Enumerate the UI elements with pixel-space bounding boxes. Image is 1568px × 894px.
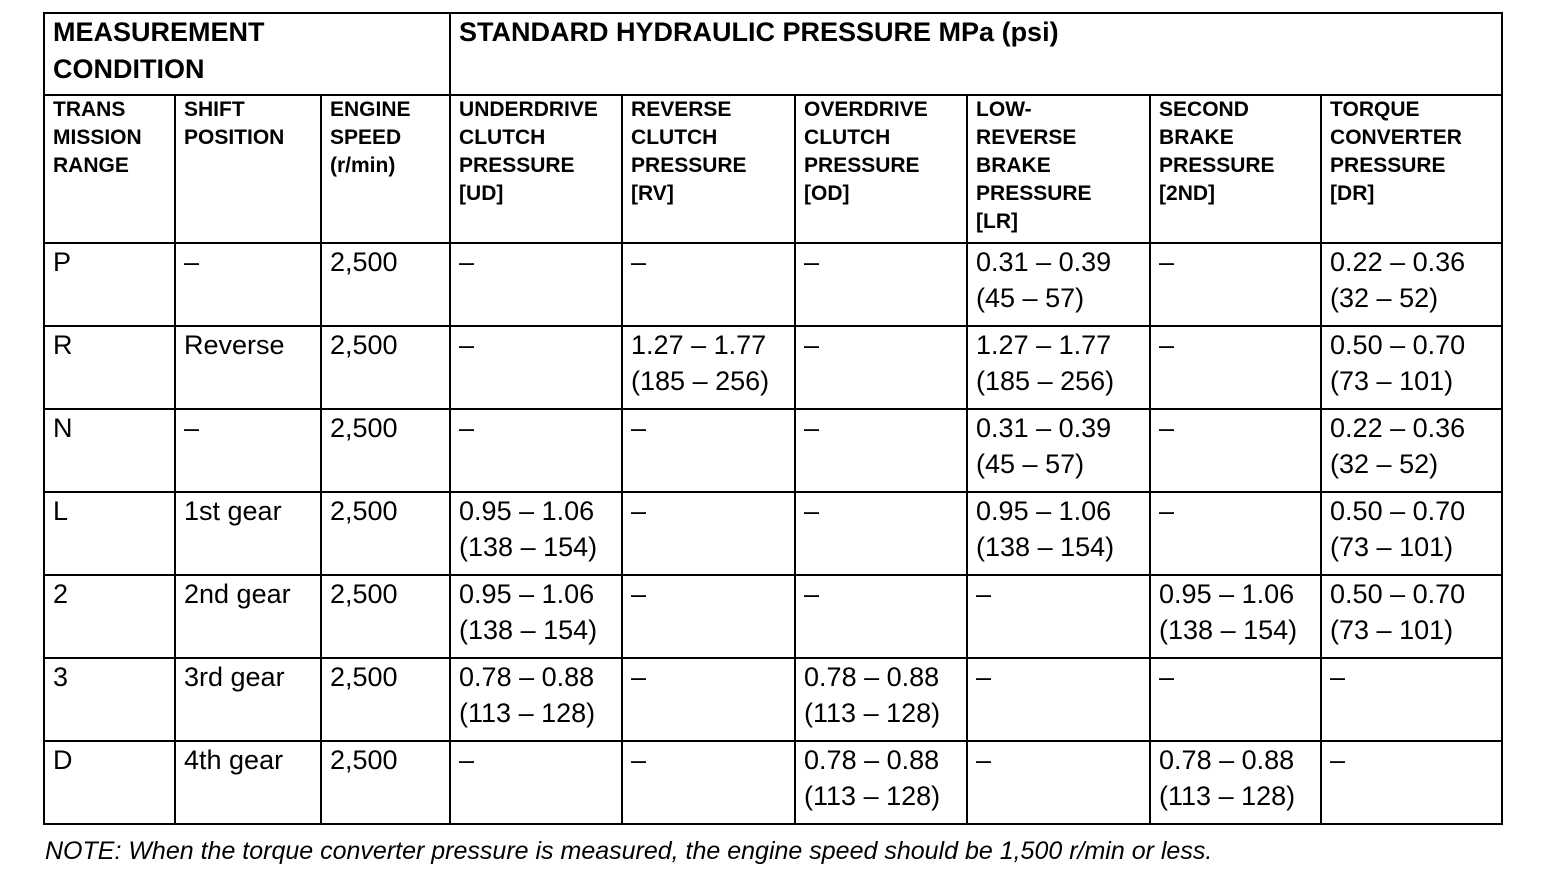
column-header-line: MISSION [53, 126, 142, 149]
column-header-line: SPEED [330, 126, 402, 149]
column-header-line: CONVERTER [1330, 126, 1462, 149]
column-header-line: SECOND [1159, 98, 1249, 121]
table-cell-torque-converter-pressure [1321, 658, 1502, 741]
cell-line: – [804, 247, 820, 277]
cell-line: 1.27 – 1.77 [631, 330, 767, 360]
cell-line: (73 – 101) [1330, 532, 1454, 562]
table-cell-low-reverse-brake-pressure [967, 575, 1150, 658]
table-cell-engine-speed [321, 409, 450, 492]
column-header-row [44, 95, 1502, 243]
column-header-reverse-clutch-pressure [622, 95, 795, 243]
table-cell-underdrive-clutch-pressure [450, 741, 622, 824]
table-cell-trans-mission-range [44, 575, 175, 658]
table-row [44, 409, 1502, 492]
cell-line: 0.95 – 1.06 [459, 579, 595, 609]
table-cell-second-brake-pressure [1150, 409, 1321, 492]
header-line: CONDITION [53, 54, 205, 84]
table-body [44, 13, 1502, 824]
table-cell-engine-speed [321, 575, 450, 658]
table-cell-trans-mission-range [44, 741, 175, 824]
cell-line: – [631, 662, 647, 692]
header-line: MEASUREMENT [53, 17, 265, 47]
table-cell-engine-speed [321, 243, 450, 326]
cell-line: – [631, 413, 647, 443]
cell-line: (185 – 256) [976, 366, 1115, 396]
cell-line: L [53, 496, 69, 526]
cell-line: – [1159, 247, 1175, 277]
column-header-torque-converter-pressure [1321, 95, 1502, 243]
column-header-line: BRAKE [976, 154, 1051, 177]
table-cell-shift-position [175, 243, 321, 326]
column-header-line: LOW- [976, 98, 1032, 121]
table-cell-shift-position [175, 575, 321, 658]
cell-line: (185 – 256) [631, 366, 770, 396]
cell-line: (113 – 128) [459, 698, 596, 728]
table-cell-trans-mission-range [44, 409, 175, 492]
table-cell-low-reverse-brake-pressure [967, 741, 1150, 824]
column-header-line: CLUTCH [459, 126, 546, 149]
cell-line: – [631, 247, 647, 277]
column-header-line: PRESSURE [1159, 154, 1275, 177]
cell-line: – [631, 496, 647, 526]
cell-line: 0.78 – 0.88 [1159, 745, 1295, 775]
cell-line: – [459, 330, 475, 360]
table-cell-underdrive-clutch-pressure [450, 326, 622, 409]
column-header-line: BRAKE [1159, 126, 1234, 149]
cell-line: 0.95 – 1.06 [1159, 579, 1295, 609]
table-cell-shift-position [175, 492, 321, 575]
cell-line: Reverse [184, 330, 285, 360]
cell-line: 0.95 – 1.06 [459, 496, 595, 526]
table-row [44, 741, 1502, 824]
cell-line: 2 [53, 579, 69, 609]
cell-line: (32 – 52) [1330, 449, 1439, 479]
column-header-line: PRESSURE [804, 154, 920, 177]
cell-line: R [53, 330, 73, 360]
cell-line: (45 – 57) [976, 283, 1085, 313]
table-cell-shift-position [175, 741, 321, 824]
column-header-line: [OD] [804, 182, 850, 205]
cell-line: – [1159, 662, 1175, 692]
table-cell-torque-converter-pressure [1321, 326, 1502, 409]
column-header-line: CLUTCH [631, 126, 718, 149]
table-cell-underdrive-clutch-pressure [450, 492, 622, 575]
cell-line: (113 – 128) [1159, 781, 1296, 811]
cell-line: 3rd gear [184, 662, 285, 692]
column-header-engine-speed [321, 95, 450, 243]
cell-line: (113 – 128) [804, 698, 941, 728]
table-cell-overdrive-clutch-pressure [795, 492, 967, 575]
table-cell-reverse-clutch-pressure [622, 658, 795, 741]
table-cell-reverse-clutch-pressure [622, 575, 795, 658]
cell-line: – [804, 496, 820, 526]
column-header-line: [LR] [976, 210, 1019, 233]
cell-line: (138 – 154) [976, 532, 1115, 562]
column-header-trans-mission-range [44, 95, 175, 243]
table-cell-second-brake-pressure [1150, 243, 1321, 326]
column-header-line: ENGINE [330, 98, 411, 121]
cell-line: 0.50 – 0.70 [1330, 496, 1466, 526]
table-row [44, 326, 1502, 409]
table-cell-trans-mission-range [44, 243, 175, 326]
cell-line: (113 – 128) [804, 781, 941, 811]
table-cell-underdrive-clutch-pressure [450, 409, 622, 492]
cell-line: (138 – 154) [459, 615, 598, 645]
cell-line: – [1330, 662, 1346, 692]
table-cell-engine-speed [321, 326, 450, 409]
table-cell-torque-converter-pressure [1321, 741, 1502, 824]
table-cell-shift-position [175, 326, 321, 409]
cell-line: – [631, 579, 647, 609]
table-cell-overdrive-clutch-pressure [795, 575, 967, 658]
cell-line: 1st gear [184, 496, 282, 526]
table-cell-engine-speed [321, 658, 450, 741]
column-header-line: [UD] [459, 182, 504, 205]
cell-line: 2,500 [330, 579, 398, 609]
column-header-line: REVERSE [976, 126, 1077, 149]
table-cell-torque-converter-pressure [1321, 492, 1502, 575]
column-header-line: OVERDRIVE [804, 98, 928, 121]
column-header-line: CLUTCH [804, 126, 891, 149]
table-cell-torque-converter-pressure [1321, 243, 1502, 326]
table-cell-reverse-clutch-pressure [622, 492, 795, 575]
cell-line: 2,500 [330, 330, 398, 360]
table-cell-low-reverse-brake-pressure [967, 243, 1150, 326]
top-header-row [44, 13, 1502, 95]
table-cell-second-brake-pressure [1150, 492, 1321, 575]
table-cell-overdrive-clutch-pressure [795, 409, 967, 492]
cell-line: – [1330, 745, 1346, 775]
cell-line: – [184, 413, 200, 443]
cell-line: (45 – 57) [976, 449, 1085, 479]
column-header-line: [2ND] [1159, 182, 1216, 205]
cell-line: 0.78 – 0.88 [804, 662, 940, 692]
column-header-line: (r/min) [330, 154, 396, 177]
table-cell-low-reverse-brake-pressure [967, 492, 1150, 575]
cell-line: 4th gear [184, 745, 284, 775]
table-cell-low-reverse-brake-pressure [967, 326, 1150, 409]
cell-line: 2,500 [330, 413, 398, 443]
cell-line: 2,500 [330, 745, 398, 775]
column-header-line: REVERSE [631, 98, 732, 121]
column-header-second-brake-pressure [1150, 95, 1321, 243]
table-cell-second-brake-pressure [1150, 658, 1321, 741]
table-cell-low-reverse-brake-pressure [967, 409, 1150, 492]
cell-line: – [1159, 413, 1175, 443]
hydraulic-pressure-table [43, 12, 1503, 825]
standard-pressure-header: STANDARD HYDRAULIC PRESSURE MPa (psi) [450, 13, 1502, 95]
column-header-line: UNDERDRIVE [459, 98, 598, 121]
measurement-condition-header [44, 13, 450, 95]
table-cell-second-brake-pressure [1150, 326, 1321, 409]
table-cell-low-reverse-brake-pressure [967, 658, 1150, 741]
table-row [44, 658, 1502, 741]
table-cell-overdrive-clutch-pressure [795, 243, 967, 326]
cell-line: – [1159, 496, 1175, 526]
table-cell-underdrive-clutch-pressure [450, 658, 622, 741]
table-cell-shift-position [175, 409, 321, 492]
cell-line: – [976, 579, 992, 609]
cell-line: – [804, 579, 820, 609]
cell-line: 0.50 – 0.70 [1330, 579, 1466, 609]
cell-line: (138 – 154) [1159, 615, 1298, 645]
cell-line: – [459, 247, 475, 277]
cell-line: 3 [53, 662, 69, 692]
cell-line: – [804, 413, 820, 443]
table-cell-overdrive-clutch-pressure [795, 741, 967, 824]
table-cell-shift-position [175, 658, 321, 741]
table-cell-second-brake-pressure [1150, 575, 1321, 658]
table-cell-engine-speed [321, 741, 450, 824]
cell-line: – [976, 662, 992, 692]
table-cell-reverse-clutch-pressure [622, 409, 795, 492]
column-header-line: PRESSURE [976, 182, 1092, 205]
cell-line: D [53, 745, 73, 775]
cell-line: (73 – 101) [1330, 366, 1454, 396]
cell-line: 0.31 – 0.39 [976, 413, 1112, 443]
column-header-line: RANGE [53, 154, 129, 177]
column-header-line: PRESSURE [631, 154, 747, 177]
cell-line: 0.22 – 0.36 [1330, 247, 1466, 277]
column-header-line: SHIFT [184, 98, 245, 121]
table-cell-reverse-clutch-pressure [622, 741, 795, 824]
column-header-line: TORQUE [1330, 98, 1420, 121]
table-cell-engine-speed [321, 492, 450, 575]
cell-line: (138 – 154) [459, 532, 598, 562]
column-header-underdrive-clutch-pressure [450, 95, 622, 243]
cell-line: 0.50 – 0.70 [1330, 330, 1466, 360]
table-cell-trans-mission-range [44, 658, 175, 741]
column-header-line: [DR] [1330, 182, 1375, 205]
column-header-line: TRANS [53, 98, 126, 121]
column-header-line: PRESSURE [1330, 154, 1446, 177]
table-cell-overdrive-clutch-pressure [795, 658, 967, 741]
table-cell-reverse-clutch-pressure [622, 243, 795, 326]
cell-line: 2,500 [330, 496, 398, 526]
table-row [44, 575, 1502, 658]
column-header-line: PRESSURE [459, 154, 575, 177]
cell-line: – [184, 247, 200, 277]
cell-line: 2,500 [330, 247, 398, 277]
column-header-line: POSITION [184, 126, 285, 149]
table-cell-trans-mission-range [44, 326, 175, 409]
cell-line: 2,500 [330, 662, 398, 692]
table-cell-overdrive-clutch-pressure [795, 326, 967, 409]
table-cell-second-brake-pressure [1150, 741, 1321, 824]
cell-line: – [459, 413, 475, 443]
table-cell-torque-converter-pressure [1321, 409, 1502, 492]
cell-line: – [804, 330, 820, 360]
cell-line: N [53, 413, 73, 443]
cell-line: 0.78 – 0.88 [804, 745, 940, 775]
cell-line: 1.27 – 1.77 [976, 330, 1112, 360]
column-header-low-reverse-brake-pressure [967, 95, 1150, 243]
column-header-shift-position [175, 95, 321, 243]
cell-line: 2nd gear [184, 579, 291, 609]
footnote: NOTE: When the torque converter pressure is measured, the engine speed should be 1,500 r/min or less. [45, 837, 1213, 865]
cell-line: P [53, 247, 72, 277]
cell-line: – [631, 745, 647, 775]
cell-line: 0.95 – 1.06 [976, 496, 1112, 526]
table-cell-underdrive-clutch-pressure [450, 243, 622, 326]
cell-line: 0.22 – 0.36 [1330, 413, 1466, 443]
table-cell-underdrive-clutch-pressure [450, 575, 622, 658]
column-header-overdrive-clutch-pressure [795, 95, 967, 243]
cell-line: – [1159, 330, 1175, 360]
cell-line: (32 – 52) [1330, 283, 1439, 313]
cell-line: (73 – 101) [1330, 615, 1454, 645]
cell-line: – [459, 745, 475, 775]
table-cell-reverse-clutch-pressure [622, 326, 795, 409]
cell-line: – [976, 745, 992, 775]
table-cell-torque-converter-pressure [1321, 575, 1502, 658]
cell-line: 0.78 – 0.88 [459, 662, 595, 692]
column-header-line: [RV] [631, 182, 674, 205]
table-row [44, 243, 1502, 326]
table-row [44, 492, 1502, 575]
table-cell-trans-mission-range [44, 492, 175, 575]
cell-line: 0.31 – 0.39 [976, 247, 1112, 277]
